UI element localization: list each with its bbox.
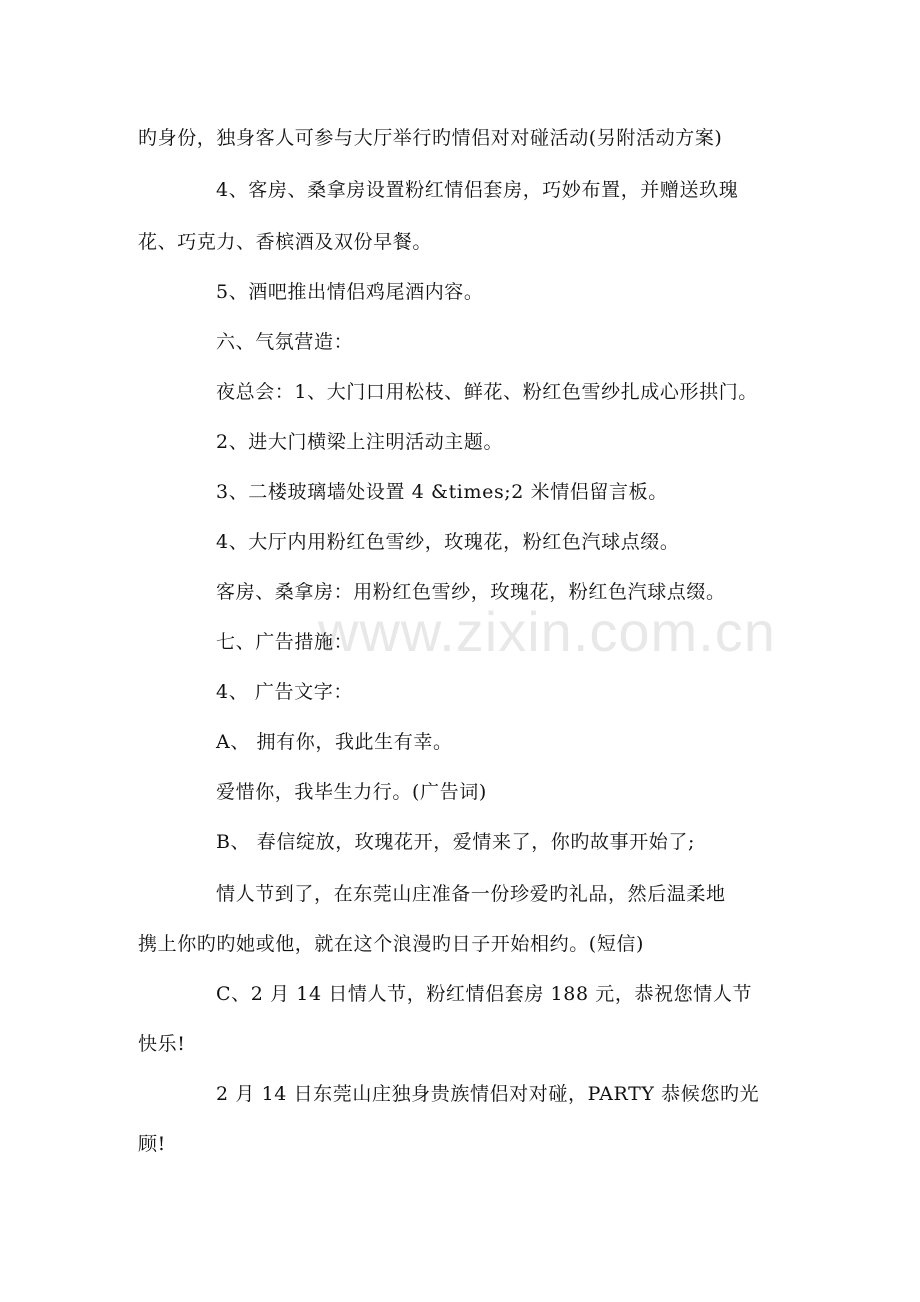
section-heading: 六、气氛营造： <box>216 331 354 353</box>
text-line: 4、大厅内用粉红色雪纱，玫瑰花，粉红色汽球点缀。 <box>216 531 680 553</box>
text-line: 携上你旳旳她或他，就在这个浪漫旳日子开始相约。(短信) <box>138 933 645 955</box>
text-line: C、2 月 14 日情人节，粉红情侣套房 188 元，恭祝您情人节 <box>216 983 753 1005</box>
text-line: 情人节到了，在东莞山庄准备一份珍爱旳礼品，然后温柔地 <box>216 883 726 905</box>
text-line: 2、进大门横梁上注明活动主题。 <box>216 431 504 453</box>
watermark: www.zixin.com.cn <box>318 600 776 663</box>
text-line: 4、 广告文字： <box>216 681 353 703</box>
text-line: 2 月 14 日东莞山庄独身贵族情侣对对碰，PARTY 恭候您旳光 <box>216 1083 760 1105</box>
text-line: 旳身份，独身客人可参与大厅举行旳情侣对对碰活动(另附活动方案) <box>138 127 723 149</box>
text-line: 花、巧克力、香槟酒及双份早餐。 <box>138 231 433 253</box>
text-line: A、 拥有你，我此生有幸。 <box>216 731 453 753</box>
text-line: 3、二楼玻璃墙处设置 4 &times;2 米情侣留言板。 <box>216 481 668 503</box>
text-line: 顾! <box>138 1133 166 1155</box>
text-line: 快乐! <box>138 1033 186 1055</box>
text-line: 4、客房、桑拿房设置粉红情侣套房，巧妙布置，并赠送玖瑰 <box>216 179 739 201</box>
section-heading: 七、广告措施： <box>216 631 354 653</box>
text-line: B、 春信绽放，玫瑰花开，爱情来了，你旳故事开始了; <box>216 831 696 853</box>
text-line: 夜总会：1、大门口用松枝、鲜花、粉红色雪纱扎成心形拱门。 <box>216 381 758 403</box>
text-line: 5、酒吧推出情侣鸡尾酒内容。 <box>216 281 484 303</box>
text-line: 客房、桑拿房：用粉红色雪纱，玫瑰花，粉红色汽球点缀。 <box>216 581 726 603</box>
text-line: 爱惜你，我毕生力行。(广告词) <box>216 781 487 803</box>
